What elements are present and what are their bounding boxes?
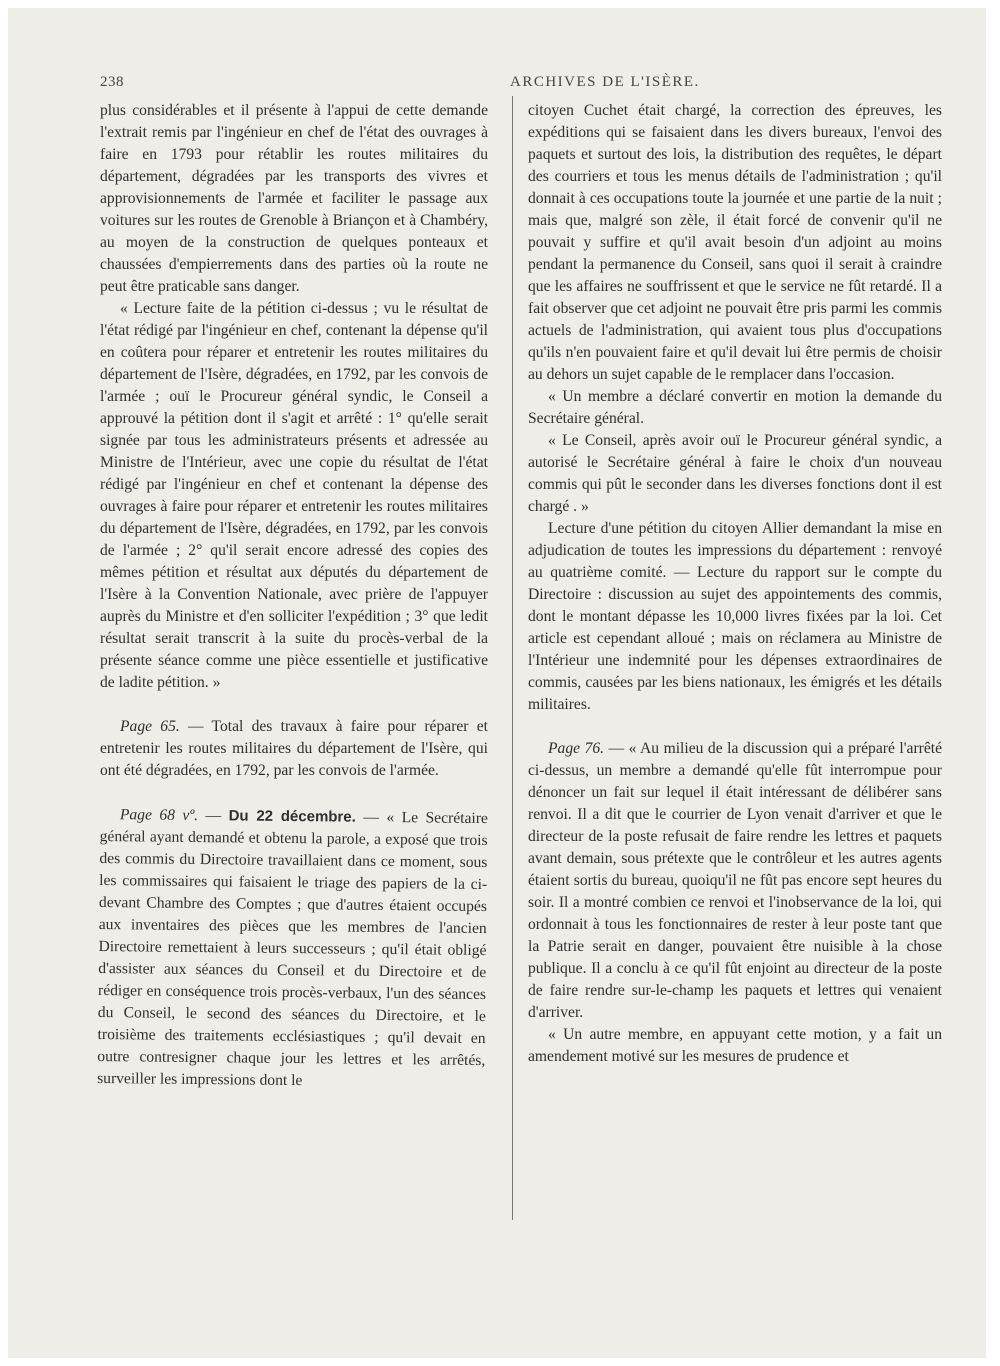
paragraph-page-68 xyxy=(97,804,488,1094)
paragraph-allier-petition: Lecture d'une pétition du citoyen Allier demandant la mise en adjudication de toutes les impressions du département : renvoyé au quatrième comité. — Lecture du rapport sur le compte du Directoire : discussion au sujet des appointements des commis, dont le montant dépasse les 10,000 livres fixées par la loi. Cet article est cependant alloué ; mais on réclamera au Ministre de l'Intérieur une indemnité pour les dépenses extraordinaires de commis, causées par les biens nationaux, les émigrés et les détails militaires. xyxy=(528,520,942,713)
column-divider xyxy=(512,96,513,1220)
paragraph-petition-context: plus considérables et il présente à l'appui de cette demande l'extrait remis par l'ingénieur en chef de l'état des ouvrages à faire en 1793 pour rétablir les routes militaires du département, dégradées par les transports des vivres et approvisionnements de l'armée et faciliter le passage aux voitures sur les routes de Grenoble à Briançon et à Chambéry, au moyen de la construction de quelques ponteaux et chaussées d'empierrements dans des parties où la route ne peut être praticable sans danger. xyxy=(100,102,488,295)
page-number: 238 xyxy=(100,74,124,90)
right-column xyxy=(528,100,942,1068)
paragraph-council-decision: « Lecture faite de la pétition ci-dessus ; vu le résultat de l'état rédigé par l'ingénieur en chef, contenant la dépense qu'il en coûtera pour réparer et entretenir les routes militaires du département de l'Isère, dégradées, en 1792, par les convois de l'armée ; ouï le Procureur général syndic, le Conseil a approuvé la pétition dont il s'agit et arrêté : 1° qu'elle serait signée par tous les administrateurs présents et adressée au Ministre de l'Intérieur, avec une copie du résultat de l'état rédigé par l'ingénieur en chef et contenant la dépense des ouvrages à faire pour réparer et entretenir les routes militaires du département de l'Isère, dégradées, en 1792, par les convois de l'armée ; 2° qu'il serait encore adressé des copies des mêmes pétition et résultat aux députés du département de l'Isère à la Convention Nationale, avec prière de l'appuyer auprès du Ministre et d'en solliciter l'expédition ; 3° que ledit résultat serait transcrit à la suite du procès-verbal de la présente séance comme une pièce essentielle et justificative de ladite pétition. » xyxy=(100,300,488,691)
page-reference: Page 76. xyxy=(548,740,605,757)
paragraph-page-76 xyxy=(528,738,942,1024)
running-header xyxy=(100,74,942,96)
paragraph-council-authorizes: « Le Conseil, après avoir ouï le Procureur général syndic, a autorisé le Secrétaire général à faire le choix d'un nouveau commis qui pût le seconder dans les diverses fonctions dont il est chargé . » xyxy=(528,432,942,515)
paragraph-motion: « Un membre a déclaré convertir en motion la demande du Secrétaire général. xyxy=(528,388,942,427)
paragraph-text: — « Le Secrétaire général ayant demandé et obtenu la parole, a exposé que trois des commis du Directoire travaillaient dans ce moment, sous les commissaires qui faisaient le triage des papiers de la ci-devant Chambre des Comptes ; que d'autres étaient occupés aux inventaires des pièces que les membres de l'ancien Directoire remettaient à leurs successeurs ; qu'il était obligé d'assister aux séances du Conseil et du Directoire et de rédiger en conséquence trois procès-verbaux, l'un des séances du Conseil, le second des séances du Directoire, et le troisième des traitements ecclésiastiques ; qu'il devait en outre contresigner chaque jour les lettres et les arrêtés, surveiller les impressions dont le xyxy=(97,808,488,1090)
running-title: ARCHIVES DE L'ISÈRE. xyxy=(510,74,700,90)
paragraph-text: — Total des travaux à faire pour réparer et entretenir les routes militaires du département de l'Isère, qui ont été dégradées, en 1792, par les convois de l'armée. xyxy=(100,718,488,779)
page-reference: Page 65. xyxy=(120,718,180,735)
left-column xyxy=(97,100,488,1090)
session-date: Du 22 décembre. xyxy=(228,807,356,826)
dash: — xyxy=(198,807,229,825)
paragraph-amendment: « Un autre membre, en appuyant cette motion, y a fait un amendement motivé sur les mesures de prudence et xyxy=(528,1026,942,1065)
paragraph-page-65 xyxy=(100,716,488,782)
page-reference: Page 68 vº. xyxy=(119,806,199,825)
paragraph-secretary-duties: citoyen Cuchet était chargé, la correction des épreuves, les expéditions qui se faisaient dans les divers bureaux, l'envoi des paquets et surtout des lois, la distribution des requêtes, le départ des courriers et tous les menus détails de l'administration ; qu'il donnait à ces occupations toute la journée et une partie de la nuit ; mais que, malgré son zèle, il était forcé de convenir qu'il ne pouvait y suffire et qu'il avait besoin d'un adjoint au moins pendant la permanence du Conseil, sans quoi il serait à craindre que les affaires ne souffrissent et que le service ne fût retardé. Il a fait observer que cet adjoint ne pouvait être pris parmi les commis actuels de l'administration, qui avaient tous plus d'occupations qu'ils n'en pouvaient faire et qu'il devait lui être permis de choisir au dehors un sujet capable de le remplacer dans l'occasion. xyxy=(528,102,942,383)
paragraph-text: — « Au milieu de la discussion qui a préparé l'arrêté ci-dessus, un membre a demandé qu'elle fût interrompue pour dénoncer un fait sur lequel il était intéressant de délibérer sans renvoi. Il a dit que le courrier de Lyon venait d'arriver et que le directeur de la poste refusait de faire rendre les lettres et paquets avant demain, sous prétexte que le contrôleur et les autres agents étaient sortis du bureau, quoiqu'il ne fût pas encore sept heures du soir. Il a montré combien ce renvoi et l'inobservance de la loi, qui ordonnait à tous les fonctionnaires de rester à leur poste tant que la Patrie serait en danger, pouvaient être nuisible à la chose publique. Il a conclu à ce qu'il fût enjoint au directeur de la poste de faire rendre sur-le-champ les paquets et lettres qui venaient d'arriver. xyxy=(528,740,943,1021)
